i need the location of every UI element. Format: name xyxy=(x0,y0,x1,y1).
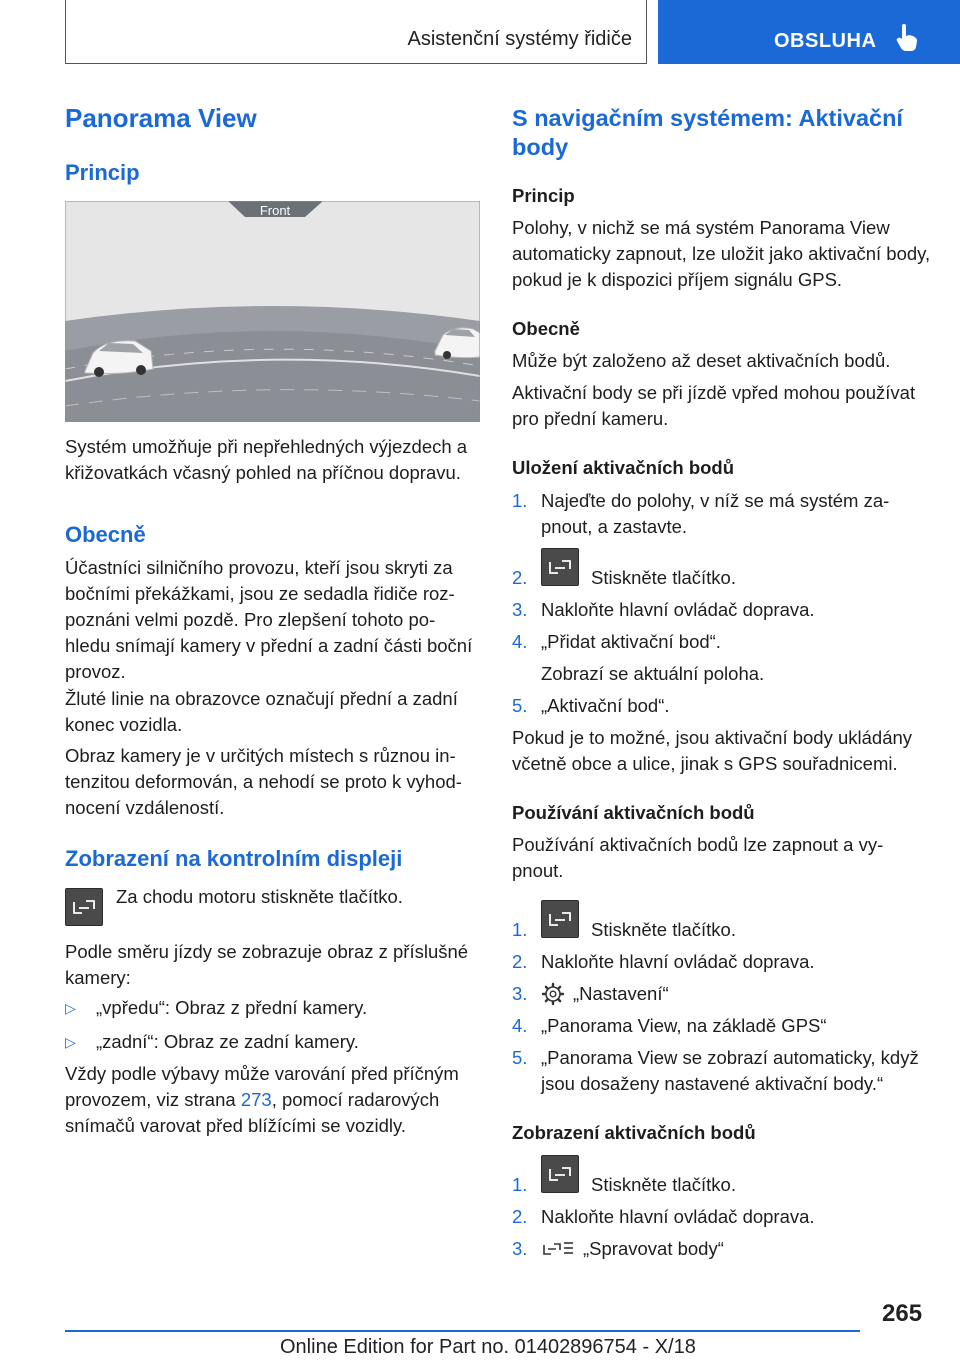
princip-text: Polohy, v nichž se má systém Panorama View automaticky zapnout, lze uložit jako aktivační body, pokud je k dispozici příjem signálu GPS. xyxy=(512,217,931,290)
step-text: Stiskněte tlačítko. xyxy=(591,567,736,588)
step-number: 5. xyxy=(512,695,528,716)
obecne-right-p1: Může být založeno až deset aktivačních bodů. xyxy=(512,350,891,371)
gear-icon xyxy=(541,982,565,1006)
header-section-box xyxy=(65,0,647,64)
step-number: 2. xyxy=(512,1206,528,1227)
step-number: 1. xyxy=(512,1174,528,1195)
page-link-273[interactable]: 273 xyxy=(240,1089,272,1110)
camera-button-icon xyxy=(541,1155,579,1193)
pointing-hand-icon xyxy=(896,24,918,52)
step-number: 1. xyxy=(512,490,528,511)
footer-divider xyxy=(65,1330,860,1332)
camera-list-icon xyxy=(541,1237,575,1261)
pouzivani-text: Používání aktivačních bodů lze zapnout a vy-pnout. xyxy=(512,834,884,881)
section-title-aktivacni-body: S navigačním systémem: Aktivační body xyxy=(512,105,903,160)
heading-pouzivani: Používání aktivačních bodů xyxy=(512,802,755,823)
step-text: „Přidat aktivační bod“. xyxy=(541,631,721,652)
step-text: Stiskněte tlačítko. xyxy=(591,1174,736,1195)
camera-button-icon xyxy=(65,888,103,926)
bullet-icon: ▷ xyxy=(65,1000,76,1016)
zobrazeni-paragraph: Podle směru jízdy se zobrazuje obraz z příslušné kamery: xyxy=(65,941,469,988)
camera-button-icon xyxy=(541,548,579,586)
camera-button-icon xyxy=(541,900,579,938)
step-number: 3. xyxy=(512,983,528,1004)
step-text: Najeďte do polohy, v níž se má systém za-pnout, a zastavte. xyxy=(541,490,890,537)
step-subtext: Zobrazí se aktuální poloha. xyxy=(541,663,765,684)
bullet-icon: ▷ xyxy=(65,1034,76,1050)
obecne-paragraph-1: Účastníci silničního provozu, kteří jsou skryti za bočními překážkami, jsou ze sedadla řidiče roz-poznáni velmi pozdě. Pro zlepšení tohoto po-hledu snímají kamery v přední a zadní části boční provoz. xyxy=(65,557,473,682)
heading-ulozeni: Uložení aktivačních bodů xyxy=(512,457,735,478)
obecne-paragraph-3: Obraz kamery je v určitých místech s různou in-tenzitou deformován, a nehodí se proto k vyhod-nocení vzdáleností. xyxy=(65,745,462,818)
step-text: Nakloňte hlavní ovládač doprava. xyxy=(541,599,815,620)
step-text: „Panorama View se zobrazí automaticky, když jsou dosaženy nastavené aktivační body.“ xyxy=(541,1047,919,1094)
step-text: „Spravovat body“ xyxy=(583,1238,724,1259)
step-number: 1. xyxy=(512,919,528,940)
step-number: 5. xyxy=(512,1047,528,1068)
step-number: 4. xyxy=(512,631,528,652)
heading-zobrazeni-displej: Zobrazení na kontrolním displeji xyxy=(65,846,403,871)
step-number: 2. xyxy=(512,567,528,588)
zobrazeni-button-text: Za chodu motoru stiskněte tlačítko. xyxy=(116,886,403,907)
heading-obecne-right: Obecně xyxy=(512,318,580,339)
header-chapter-label: OBSLUHA xyxy=(774,30,877,52)
ulozeni-after-text: Pokud je to možné, jsou aktivační body ukládány včetně obce a ulice, jinak s GPS souřadnicemi. xyxy=(512,727,913,774)
footer-edition: Online Edition for Part no. 01402896754 - X/18 xyxy=(280,1336,696,1358)
step-number: 3. xyxy=(512,599,528,620)
step-number: 4. xyxy=(512,1015,528,1036)
step-text: „Panorama View, na základě GPS“ xyxy=(541,1015,827,1036)
obecne-right-p2: Aktivační body se při jízdě vpřed mohou používat pro přední kameru. xyxy=(512,382,916,429)
intro-text: Systém umožňuje při nepřehledných výjezdech a křižovatkách včasný pohled na příčnou dopravu. xyxy=(65,436,468,483)
bullet-item: „vpředu“: Obraz z přední kamery. xyxy=(96,997,368,1018)
header-chapter-tab[interactable] xyxy=(658,0,960,64)
step-text: Nakloňte hlavní ovládač doprava. xyxy=(541,951,815,972)
panorama-view-camera-image xyxy=(65,201,480,422)
heading-zobrazeni-bodu: Zobrazení aktivačních bodů xyxy=(512,1122,756,1143)
camera-front-label: Front xyxy=(259,203,291,218)
page-number: 265 xyxy=(882,1300,923,1327)
warning-paragraph: Vždy podle výbavy může varování před příčným provozem, viz strana 273, pomocí radarových snímačů varovat před blížícími se vozidly. xyxy=(65,1063,459,1136)
heading-princip: Princip xyxy=(65,160,140,185)
bullet-item: „zadní“: Obraz ze zadní kamery. xyxy=(96,1031,359,1052)
section-title-panorama-view: Panorama View xyxy=(65,103,257,133)
step-text: „Nastavení“ xyxy=(573,983,669,1004)
heading-obecne: Obecně xyxy=(65,522,146,547)
step-text: „Aktivační bod“. xyxy=(541,695,670,716)
heading-princip-right: Princip xyxy=(512,185,575,206)
step-text: Stiskněte tlačítko. xyxy=(591,919,736,940)
header-section-title: Asistenční systémy řidiče xyxy=(407,28,632,50)
obecne-paragraph-2: Žluté linie na obrazovce označují přední a zadní konec vozidla. xyxy=(65,688,458,735)
step-text: Nakloňte hlavní ovládač doprava. xyxy=(541,1206,815,1227)
step-number: 3. xyxy=(512,1238,528,1259)
step-number: 2. xyxy=(512,951,528,972)
